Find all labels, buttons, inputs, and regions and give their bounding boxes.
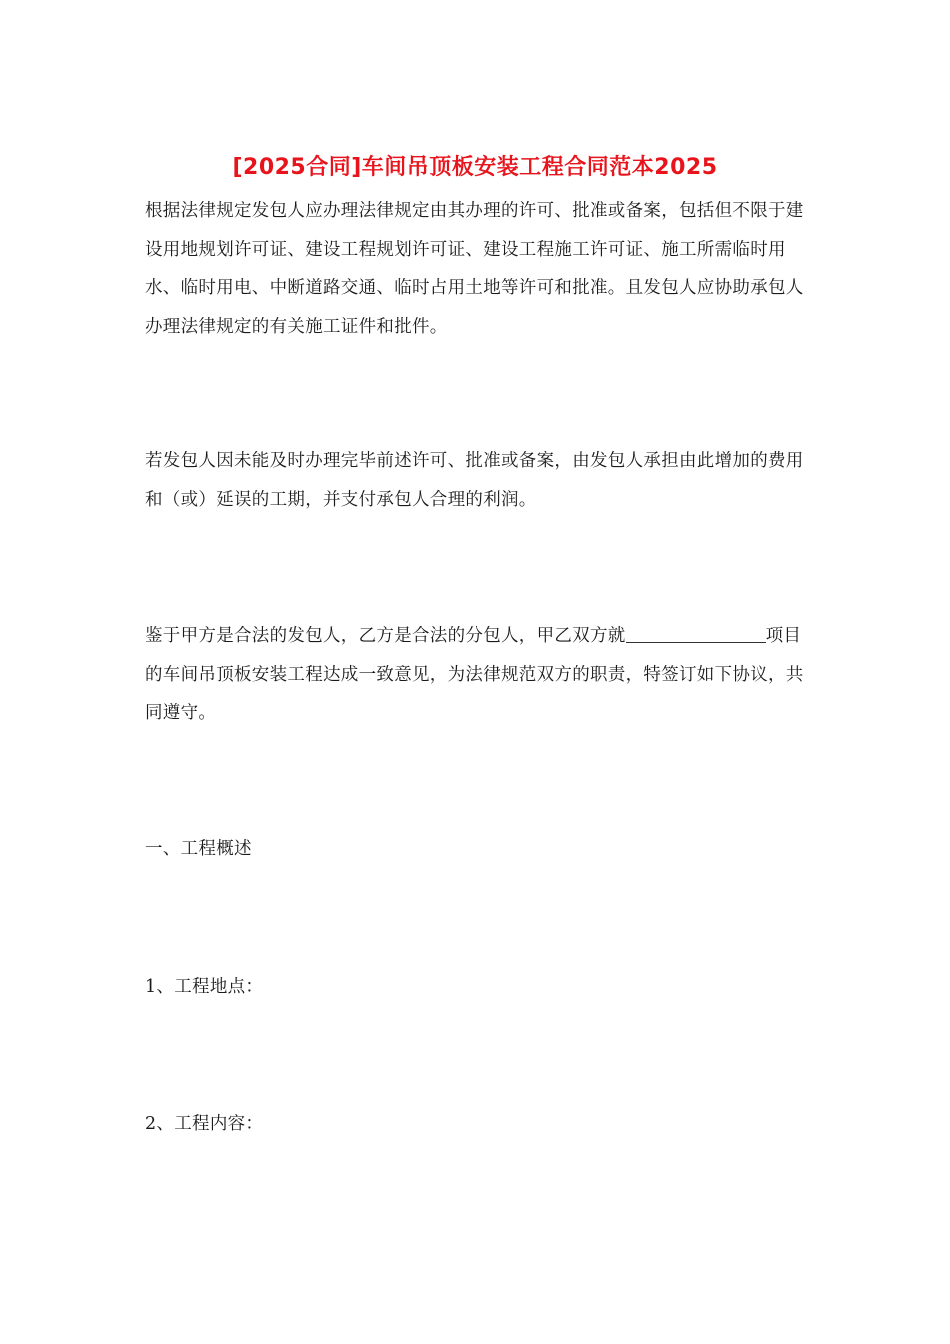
document-title: [2025合同]车间吊顶板安装工程合同范本2025 [232, 155, 718, 180]
paragraph-agreement [145, 617, 805, 733]
project-name-blank [626, 624, 766, 643]
item-project-location: 1、工程地点： [145, 977, 264, 997]
item-project-content: 2、工程内容： [145, 1114, 264, 1134]
agreement-text-start: 鉴于甲方是合法的发包人，乙方是合法的分包人，甲乙双方就 [145, 626, 626, 646]
section-heading-overview: 一、工程概述 [145, 839, 252, 859]
paragraph-delay-costs: 若发包人因未能及时办理完毕前述许可、批准或备案，由发包人承担由此增加的费用和（或）延误的工期，并支付承包人合理的利润。 [145, 451, 804, 510]
agreement-text-end: 项目的车间吊顶板安装工程达成一致意见，为法律规范双方的职责，特签订如下协议，共同遵守。 [145, 626, 804, 723]
paragraph-permits: 根据法律规定发包人应办理法律规定由其办理的许可、批准或备案，包括但不限于建设用地规划许可证、建设工程规划许可证、建设工程施工许可证、施工所需临时用水、临时用电、中断道路交通、临时占用土地等许可和批准。且发包人应协助承包人办理法律规定的有关施工证件和批件。 [145, 201, 804, 337]
